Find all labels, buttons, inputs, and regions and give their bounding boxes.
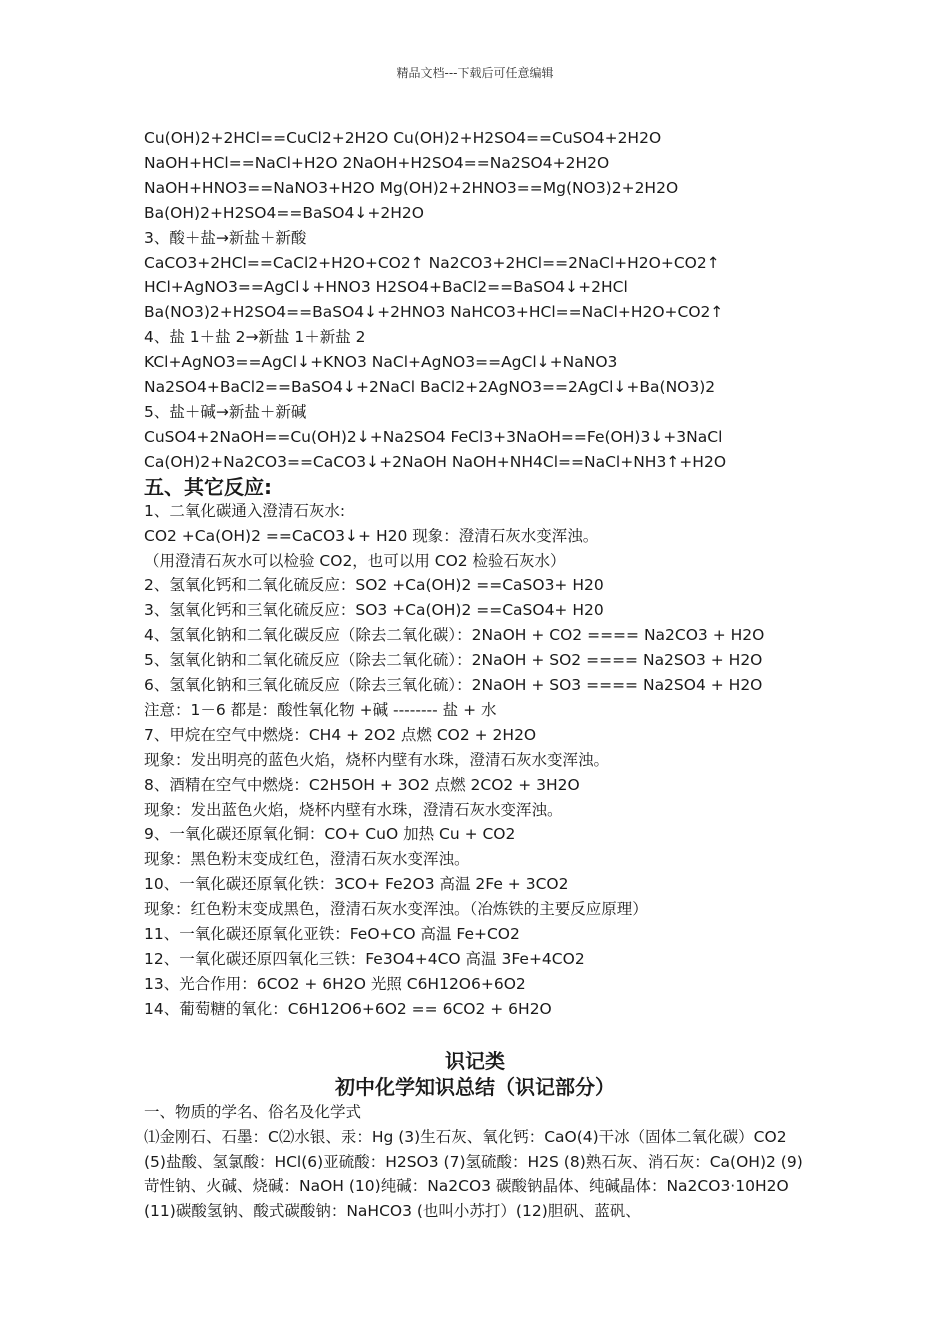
text-line: 5、盐＋碱→新盐＋新碱 bbox=[144, 402, 307, 421]
spacer bbox=[144, 1022, 834, 1048]
text-line: KCl+AgNO3==AgCl↓+KNO3 NaCl+AgNO3==AgCl↓+NaNO3 bbox=[144, 353, 618, 372]
text-line: 现象：发出明亮的蓝色火焰，烧杯内壁有水珠，澄清石灰水变浑浊。 bbox=[144, 750, 610, 769]
text-line: （用澄清石灰水可以检验 CO2，也可以用 CO2 检验石灰水） bbox=[144, 551, 566, 570]
text-line: NaOH+HNO3==NaNO3+H2O Mg(OH)2+2HNO3==Mg(NO3)2+2H2O bbox=[144, 178, 679, 197]
document-body bbox=[144, 126, 834, 1224]
text-line: 13、光合作用：6CO2 + 6H2O 光照 C6H12O6+6O2 bbox=[144, 974, 526, 993]
text-line: 2、氢氧化钙和二氧化硫反应：SO2 +Ca(OH)2 ==CaSO3+ H20 bbox=[144, 576, 604, 595]
text-line: 1、二氧化碳通入澄清石灰水: bbox=[144, 501, 346, 520]
page-header: 精品文档---下载后可任意编辑 bbox=[396, 66, 554, 80]
section-heading: 五、其它反应: bbox=[144, 474, 272, 499]
text-line: 11、一氧化碳还原氧化亚铁：FeO+CO 高温 Fe+CO2 bbox=[144, 925, 520, 944]
text-line: Ba(OH)2+H2SO4==BaSO4↓+2H2O bbox=[144, 203, 424, 222]
document-subtitle: 初中化学知识总结（识记部分） bbox=[335, 1074, 615, 1099]
text-line: Na2SO4+BaCl2==BaSO4↓+2NaCl BaCl2+2AgNO3==2AgCl↓+Ba(NO3)2 bbox=[144, 378, 716, 397]
document-title: 识记类 bbox=[445, 1048, 505, 1073]
text-line: 5、氢氧化钠和二氧化硫反应（除去二氧化硫）：2NaOH + SO2 ==== Na2SO3 + H2O bbox=[144, 651, 763, 670]
text-line: CO2 +Ca(OH)2 ==CaCO3↓+ H20 现象：澄清石灰水变浑浊。 bbox=[144, 526, 599, 545]
text-line: 14、葡萄糖的氧化：C6H12O6+6O2 == 6CO2 + 6H2O bbox=[144, 999, 552, 1018]
text-line: 6、氢氧化钠和三氧化硫反应（除去三氧化硫）：2NaOH + SO3 ==== Na2SO4 + H2O bbox=[144, 676, 763, 695]
text-line: 7、甲烷在空气中燃烧：CH4 + 2O2 点燃 CO2 + 2H2O bbox=[144, 725, 537, 744]
text-line: CuSO4+2NaOH==Cu(OH)2↓+Na2SO4 FeCl3+3NaOH==Fe(OH)3↓+3NaCl bbox=[144, 427, 723, 446]
equations-block-a bbox=[144, 126, 834, 475]
text-line: 9、一氧化碳还原氧化铜：CO+ CuO 加热 Cu + CO2 bbox=[144, 825, 516, 844]
text-line: 12、一氧化碳还原四氧化三铁：Fe3O4+4CO 高温 3Fe+4CO2 bbox=[144, 950, 585, 968]
text-line: 注意：1－6 都是：酸性氧化物 +碱 -------- 盐 + 水 bbox=[144, 700, 497, 719]
body-paragraph: ⑴金刚石、石墨：C⑵水银、汞：Hg (3)生石灰、氧化钙：CaO(4)干冰（固体二氧化碳）CO2 (5)盐酸、氢氯酸：HCl(6)亚硫酸：H2SO3 (7)氢硫酸：H2S (8)熟石灰、消石灰：Ca(OH)2 (9)苛性钠、火碱、烧碱：NaOH (10)纯碱：Na2CO3 碳酸钠晶体、纯碱晶体：Na2CO3·10H2O (11)碳酸氢钠、酸式碳酸钠：NaHCO3 (也叫小苏打）(12)胆矾、蓝矾、 bbox=[144, 1127, 803, 1221]
text-line: Ca(OH)2+Na2CO3==CaCO3↓+2NaOH NaOH+NH4Cl==NaCl+NH3↑+H2O bbox=[144, 452, 727, 471]
text-line: NaOH+HCl==NaCl+H2O 2NaOH+H2SO4==Na2SO4+2H2O bbox=[144, 153, 610, 172]
text-line: 8、酒精在空气中燃烧：C2H5OH + 3O2 点燃 2CO2 + 3H2O bbox=[144, 775, 580, 794]
text-line: Cu(OH)2+2HCl==CuCl2+2H2O Cu(OH)2+H2SO4==CuSO4+2H2O bbox=[144, 129, 662, 147]
text-line: 3、酸＋盐→新盐＋新酸 bbox=[144, 228, 307, 247]
text-line: 现象：黑色粉末变成红色，澄清石灰水变浑浊。 bbox=[144, 850, 470, 869]
equations-block-b bbox=[144, 499, 834, 1022]
text-line: CaCO3+2HCl==CaCl2+H2O+CO2↑ Na2CO3+2HCl==2NaCl+H2O+CO2↑ bbox=[144, 253, 720, 272]
text-line: 现象：发出蓝色火焰，烧杯内壁有水珠，澄清石灰水变浑浊。 bbox=[144, 800, 563, 819]
subsection-heading: 一、物质的学名、俗名及化学式 bbox=[144, 1102, 362, 1121]
text-line: 3、氢氧化钙和三氧化硫反应：SO3 +Ca(OH)2 ==CaSO4+ H20 bbox=[144, 601, 604, 620]
text-line: 现象：红色粉末变成黑色，澄清石灰水变浑浊。（冶炼铁的主要反应原理） bbox=[144, 900, 648, 919]
text-line: Ba(NO3)2+H2SO4==BaSO4↓+2HNO3 NaHCO3+HCl==NaCl+H2O+CO2↑ bbox=[144, 303, 724, 322]
text-line: 10、一氧化碳还原氧化铁：3CO+ Fe2O3 高温 2Fe + 3CO2 bbox=[144, 875, 569, 894]
text-line: 4、盐 1＋盐 2→新盐 1＋新盐 2 bbox=[144, 328, 366, 347]
text-line: 4、氢氧化钠和二氧化碳反应（除去二氧化碳）：2NaOH + CO2 ==== Na2CO3 + H2O bbox=[144, 626, 765, 645]
text-line: HCl+AgNO3==AgCl↓+HNO3 H2SO4+BaCl2==BaSO4↓+2HCl bbox=[144, 278, 628, 297]
